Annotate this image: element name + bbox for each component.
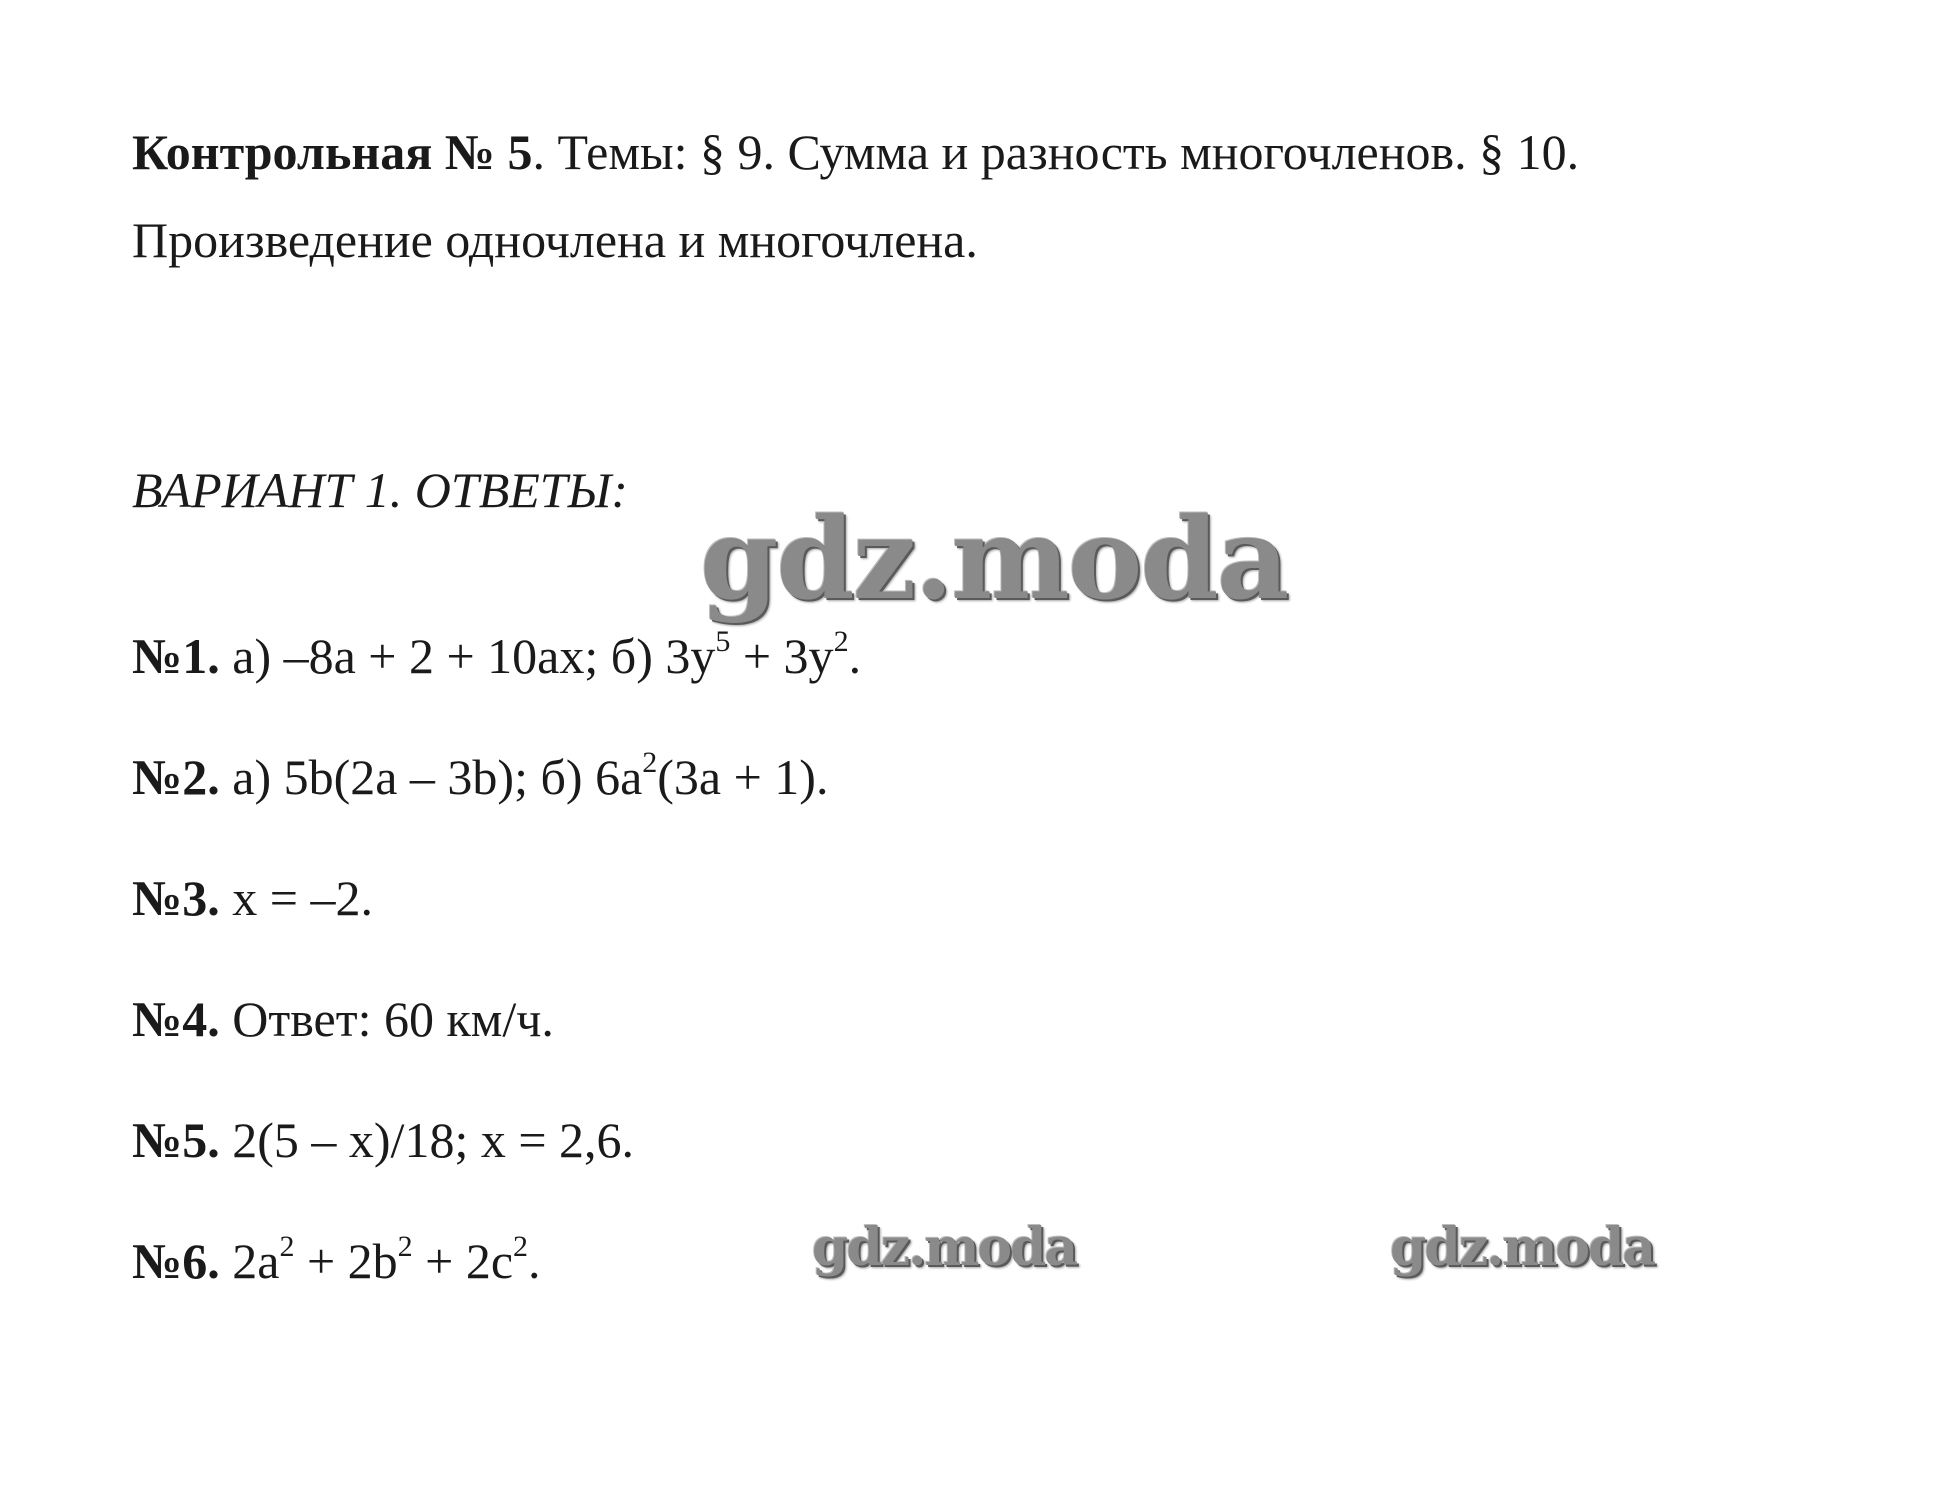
watermark: gdz.moda xyxy=(812,1217,1077,1278)
watermark: gdz.moda xyxy=(1390,1217,1655,1278)
heading-rest: . Темы: § 9. Сумма и разность многочленов. § 10. Произведение одночлена и многочлена. xyxy=(132,124,1580,268)
answer-text: 2(5 – x)/18; x = 2,6. xyxy=(232,1112,635,1168)
heading-bold: Контрольная № 5 xyxy=(132,124,533,180)
page-heading xyxy=(132,108,1852,284)
answer-4 xyxy=(132,989,554,1049)
answer-text: а) 5b(2a – 3b); б) $6a^2(3a + 1)$. xyxy=(232,746,829,805)
variant-title: ВАРИАНТ 1. ОТВЕТЫ: xyxy=(132,462,628,518)
answer-text: $2a^2 + 2b^2 + 2c^2$. xyxy=(232,1230,541,1289)
answer-number: №5. xyxy=(132,1112,220,1168)
answer-1 xyxy=(132,626,861,694)
answer-2 xyxy=(132,747,828,815)
answer-number: №2. xyxy=(132,749,220,805)
answer-6 xyxy=(132,1231,541,1299)
watermark: gdz.moda xyxy=(700,494,1288,625)
answer-3 xyxy=(132,868,373,928)
answer-number: №3. xyxy=(132,870,220,926)
answer-number: №4. xyxy=(132,991,220,1047)
answer-number: №1. xyxy=(132,628,220,684)
answer-text: Ответ: 60 км/ч. xyxy=(232,991,554,1047)
answer-text: x = –2. xyxy=(232,870,373,926)
answer-5 xyxy=(132,1110,634,1170)
answer-text: а) –8а + 2 + 10ах; б) $3у^5 + 3у^2$. xyxy=(232,625,862,684)
answer-number: №6. xyxy=(132,1233,220,1289)
